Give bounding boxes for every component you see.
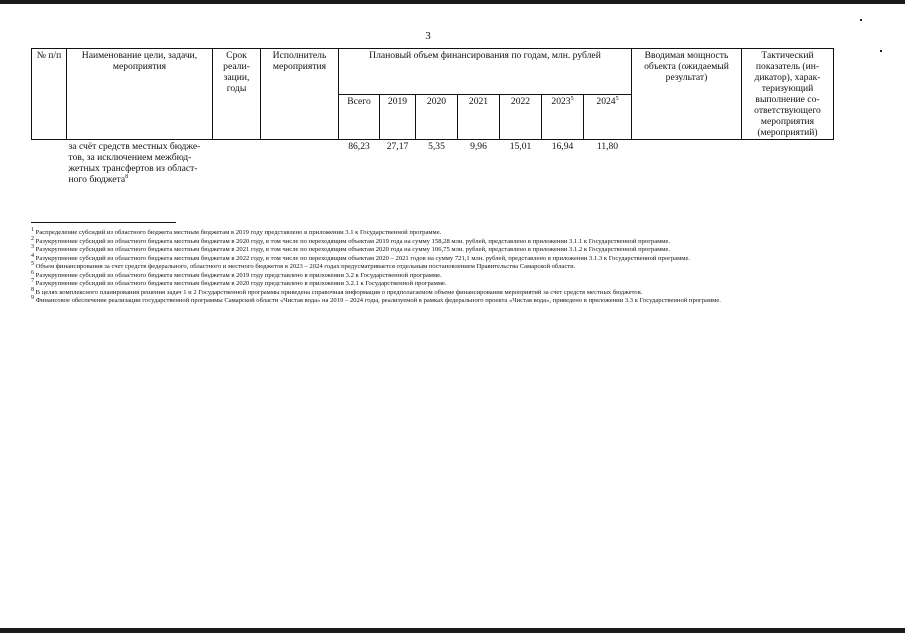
header-year: 2019 xyxy=(380,94,416,140)
cell-term xyxy=(213,140,261,187)
header-capacity: Вводимая мощность объекта (ожидаемый результат) xyxy=(632,49,742,140)
scan-edge-bottom xyxy=(0,628,905,633)
header-year: 2022 xyxy=(500,94,542,140)
header-year: 2021 xyxy=(458,94,500,140)
header-year: 2024$^5$ xyxy=(584,94,632,140)
scan-speck xyxy=(880,50,882,52)
footnote: $^1$ Распределение субсидий из областного бюджета местным бюджетам в 2019 году представлено в приложении 3.1 к Государственной программе. xyxy=(31,226,442,236)
footnote: $^8$ В целях комплексного планирования решения задач 1 и 2 Государственной программы приведена справочная информация о предполагаемом объеме финансирования мероприятий за счет средств местных бюджетов. xyxy=(31,286,643,296)
footnote: $^6$ Разукрупнение субсидий из областного бюджета местным бюджетам в 2019 году представлено в приложении 3.2 к Государственной программе. xyxy=(31,269,442,279)
header-name: Наименование цели, задачи, мероприятия xyxy=(67,49,213,140)
scan-speck xyxy=(860,19,862,21)
row-name: за счёт средств местных бюдже-тов, за исключением межбюд-жетных трансфертов из област-ного бюджета$^8$ xyxy=(68,141,201,185)
header-year: 2020 xyxy=(416,94,458,140)
header-total: Всего xyxy=(339,94,380,140)
funding-table xyxy=(31,48,834,186)
header-num: № п/п xyxy=(32,49,67,140)
footnote: $^4$ Разукрупнение субсидий из областного бюджета местным бюджетам в 2022 году, в том числе по переходящим объектам 2020 – 2021 годов на сумму 721,1 млн. рублей, представлено в приложении 3.1.3 к Государственной программе. xyxy=(31,252,691,262)
header-funding-group: Плановый объем финансирования по годам, млн. рублей xyxy=(339,49,632,95)
footnote: $^7$ Разукрупнение субсидий из областного бюджета местным бюджетам в 2020 году представлено в приложении 3.2.1 к Государственной программе. xyxy=(31,277,447,287)
cell-value: 5,35 xyxy=(428,141,445,152)
header-year: 2023$^5$ xyxy=(542,94,584,140)
cell-num xyxy=(32,140,67,187)
cell-value: 9,96 xyxy=(470,141,487,152)
footnote: $^2$ Разукрупнение субсидий из областного бюджета местным бюджетам в 2020 году, в том числе по переходящим объектам 2019 года на сумму 158,28 млн. рублей, представлено в приложении 3.1.1 к Государственной программе. xyxy=(31,235,671,245)
header-executor: Исполнитель мероприятия xyxy=(261,49,339,140)
cell-executor xyxy=(261,140,339,187)
header-term: Срок реали-зации, годы xyxy=(213,49,261,140)
footnote: $^3$ Разукрупнение субсидий из областного бюджета местным бюджетам в 2021 году, в том числе по переходящим объектам 2020 года на сумму 106,75 млн. рублей, представлено в приложении 3.1.2 к Государственной программе. xyxy=(31,243,671,253)
cell-indicator xyxy=(742,140,834,187)
footnote: $^9$ Финансовое обеспечение реализации государственной программы Самарской области «Чистая вода» на 2019 – 2024 годы, реализуемой в рамках федерального проекта «Чистая вода», приведено в приложении 3.3 к Государственной программе. xyxy=(31,294,721,304)
cell-value: 27,17 xyxy=(386,141,409,152)
header-indicator: Тактический показатель (ин-дикатор), харак-теризующий выполнение со-ответствующего мероприятия (мероприятий) xyxy=(742,49,834,140)
footnotes xyxy=(31,222,877,306)
page-number: 3 xyxy=(425,30,431,42)
footnote: $^5$ Объем финансирования за счет средств федерального, областного и местного бюджетов в 2023 – 2024 годах предусматривается отдельным постановлением Правительства Самарской области. xyxy=(31,260,576,270)
scan-edge-top xyxy=(0,0,905,4)
cell-capacity xyxy=(632,140,742,187)
table-row xyxy=(32,140,834,187)
footnote-rule xyxy=(31,222,176,223)
cell-value: 11,80 xyxy=(596,141,619,152)
cell-value: 16,94 xyxy=(551,141,574,152)
cell-total: 86,23 xyxy=(348,141,370,152)
cell-value: 15,01 xyxy=(509,141,532,152)
